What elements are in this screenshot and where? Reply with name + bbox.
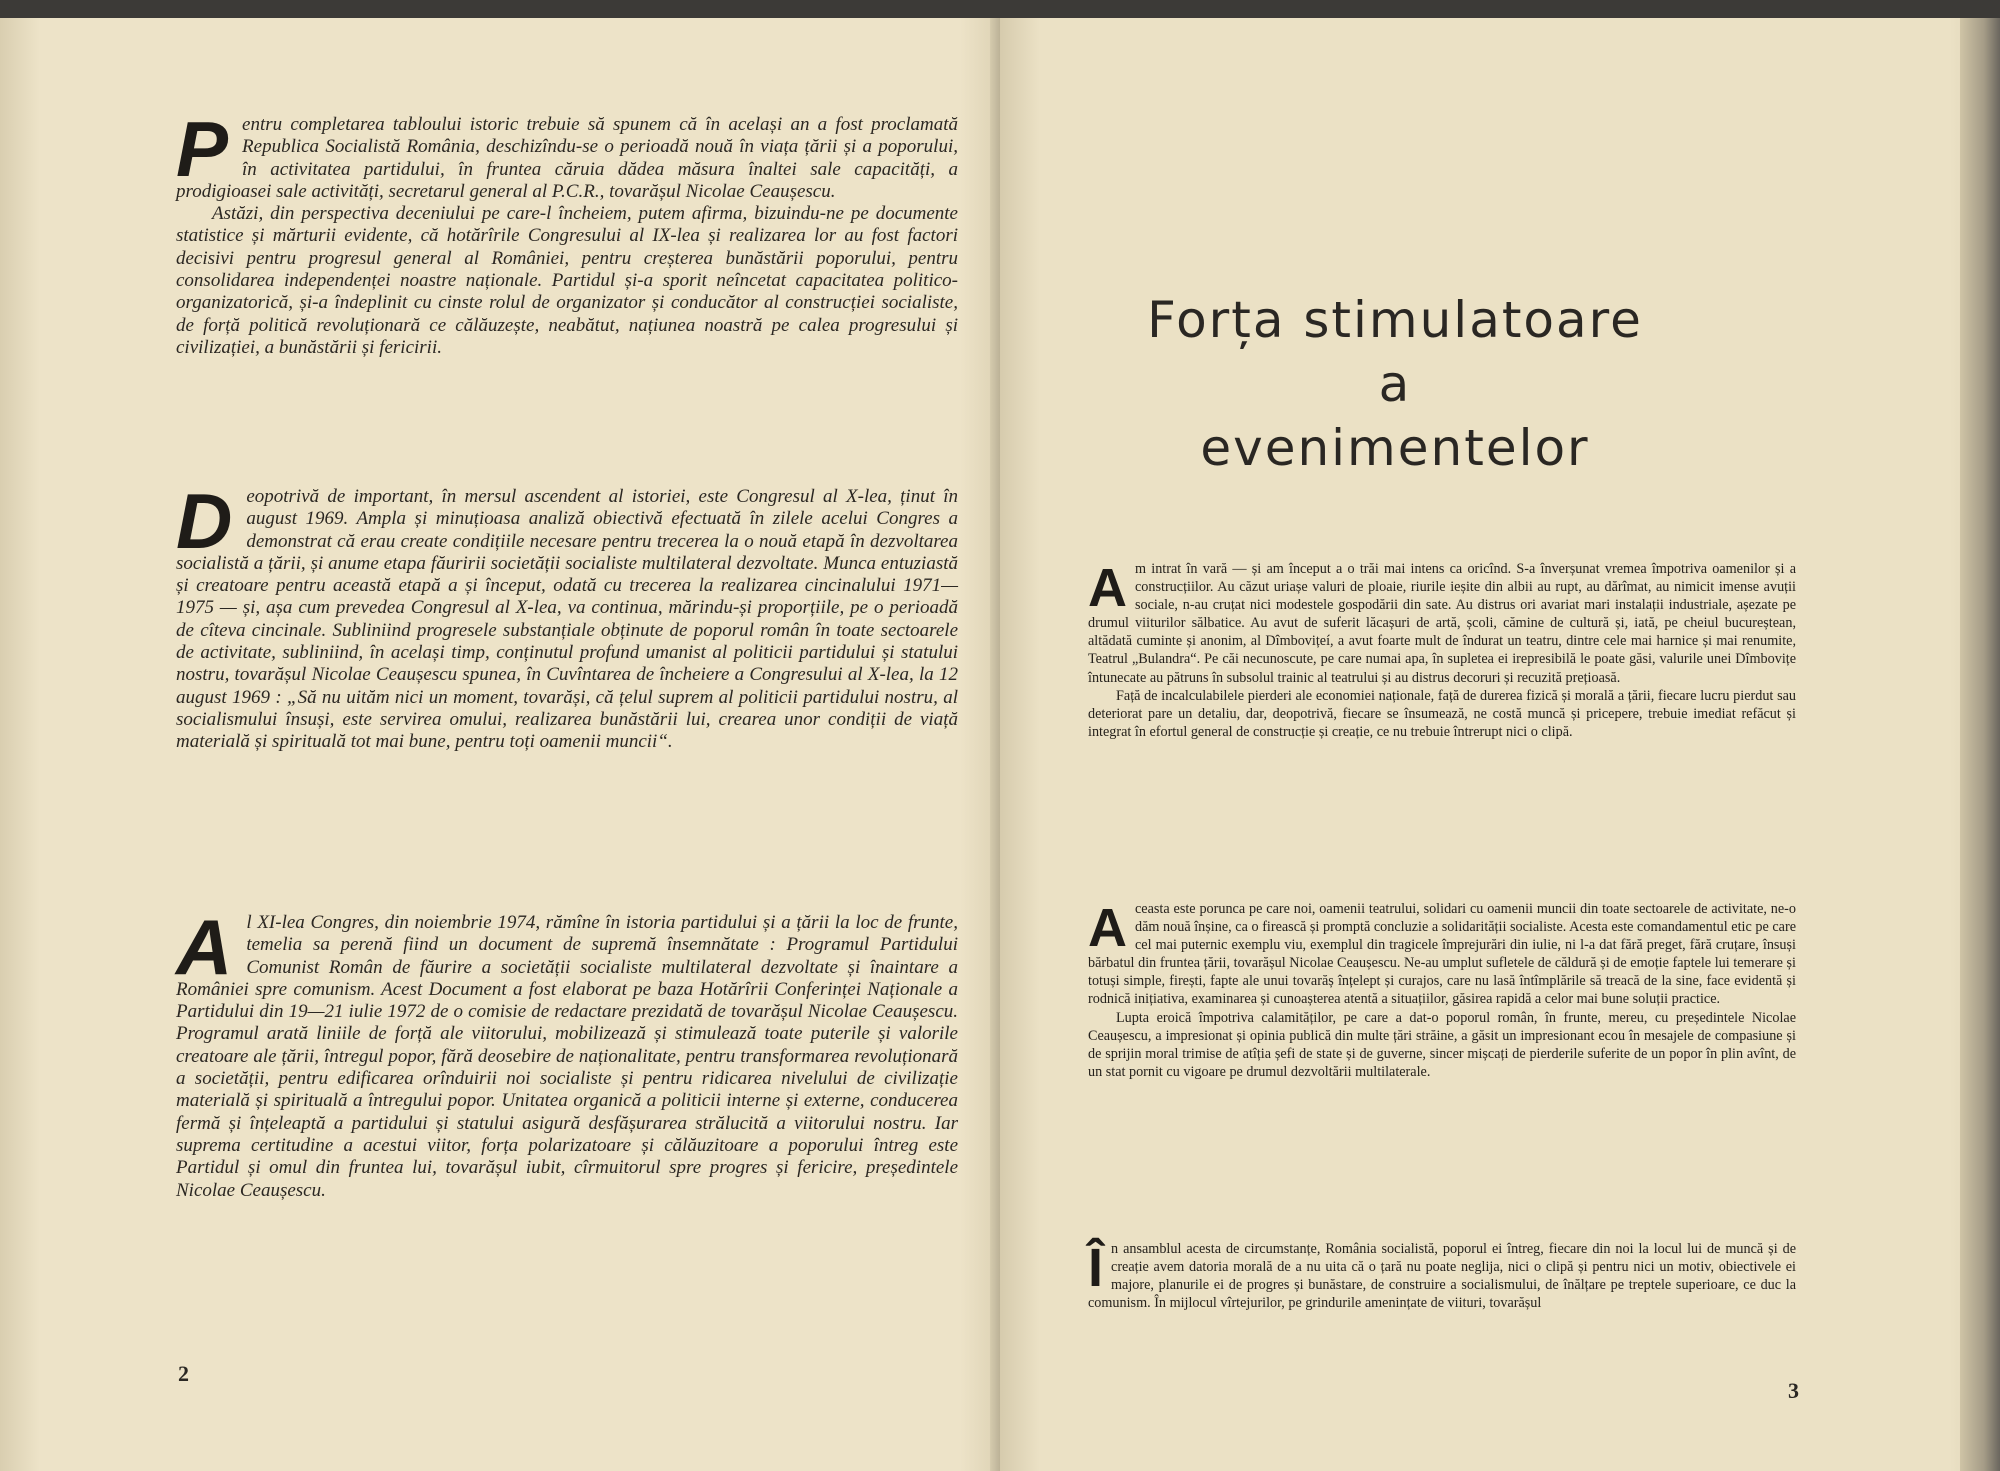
right-section-2-paragraph-2: Lupta eroică împotriva calamităților, pe care a dat-o poporul român, în frunte, mereu, cu președintele Nicolae Ceaușescu, a impresionat și opinia publică din multe țări străine, a găsit un impresionant ecou în mesajele de compasiune și de sprijin moral trimise de atîția șefi de state și de guverne, sincer mișcați de pierderile suferite de un popor în plin avînt, de un stat pornit cu vigoare pe drumul dezvoltării multilaterale. <box>1088 1009 1796 1080</box>
page-edges <box>1960 18 2000 1471</box>
page-number-right: 3 <box>1788 1378 1799 1403</box>
left-section-2 <box>176 477 958 754</box>
left-section-3-text: l XI-lea Congres, din noiembrie 1974, rămîne în istoria partidului și a țării la loc de frunte, temelia sa perenă fiind un document de supremă însemnătate : Programul Partidului Comunist Român de făurire a societății socialiste multilateral dezvoltate și înaintare a României spre comunism. Acest Document a fost elaborat pe baza Hotărîrii Conferinței Naționale a Partidului din 19—21 iulie 1972 de o comisie de redactare prezidată de tovarășul Nicolae Ceaușescu. Programul arată liniile de forță ale viitorului, mobilizează și stimulează toate puterile și valorile creatoare ale țării, întregul popor, fără deosebire de naționalitate, pentru transformarea revoluționară a societății, pentru edificarea orînduirii noi socialiste și pentru ridicarea nivelului de civilizație materială și spirituală a întregului popor. Unitatea organică a politicii interne și externe, conducerea fermă și înțeleaptă a partidului și statului asigură desfășurarea strălucită a viitorului nostru. Iar suprema certitudine a acestui viitor, forța polarizatoare și călăuzitoare a poporului întreg este Partidul și omul din fruntea lui, tovarășul iubit, cîrmuitorul spre progres și fericire, președintele Nicolae Ceaușescu. <box>176 912 958 1201</box>
dropcap-a-right-2: A <box>1088 898 1127 958</box>
right-section-1-text: m intrat în vară — și am început a o trăi mai intens ca oricînd. S-a înverșunat vremea împotriva oamenilor și a construcțiilor. Au căzut uriașe valuri de ploaie, riurile ieșite din albii au rupt, au dărîmat, au nimicit imense avuții sociale, n-au cruțat nici modestele gospodării din sate. Au distrus ori avariat mari instalații industriale, așezate pe drumul viiturilor sălbatice. Au avut de suferit lăcașuri de artă, școli, cămine de cultură și, iată, pe cheiul bucureștean, altădată cuminte și anonim, al Dîmbovițeí, a avut foarte mult de îndurat un teatru, dintre cele mai harnice și mai renumite, Teatrul „Bulandra“. Pe căi necunoscute, pe care numai apa, în supletea ei irepresibilă le poate găsi, valurile unei Dîmbovițe întunecate au pătruns în subsolul trainic al teatrului și au distrus decoruri și recuzită prețioasă. <box>1088 561 1796 686</box>
left-section-3 <box>176 903 958 1202</box>
right-section-2 <box>1088 900 1796 1081</box>
right-page <box>1000 18 2000 1471</box>
right-section-1-paragraph-2: Față de incalculabilele pierderi ale economiei naționale, față de durerea fizică și morală a țării, fiecare lucru pierdut sau deteriorat pare un detaliu, dar, deopotrivă, fiecare se însumează, ne costă muncă și pricepere, trebuie imediat refăcut și integrat în efortul general de construcție și creație, ce nu trebuie întrerupt nici o clipă. <box>1088 687 1796 740</box>
page-number-left: 2 <box>178 1361 189 1386</box>
right-section-2-text: ceasta este porunca pe care noi, oamenii teatrului, solidari cu oamenii muncii din toate sectoarele de activitate, ne-o dăm nouă înșine, ca o firească și promptă concluzie a solidarității socialiste. Acesta este comandamentul etic pe care cel mai puternic exemplu viu, exemplul din tragicele împrejurări din iulie, ni l-a dat fără preget, fără cruțare, însuși bărbatul din fruntea țării, tovarășul Nicolae Ceaușescu. Ne-au umplut sufletele de căldură și de emoție faptele lui temerare și totuși simple, firești, fapte ale unui tovarăș înțelept și curajos, care nu lasă întîmplările să treacă de la sine, face evidentă și rodnică inițiativa, examinarea și cunoașterea atentă a situațiilor, găsirea rapidă a celor mai bune soluții practice. <box>1088 901 1796 1008</box>
left-section-1-paragraph-2: Astăzi, din perspectiva deceniului pe care-l încheiem, putem afirma, bizuindu-ne pe documente statistice și mărturii evidente, că hotărîrile Congresului al IX-lea și realizarea lor au fost factori decisivi pentru progresul general al României, pentru creșterea bunăstării poporului, pentru consolidarea independenței noastre naționale. Partidul și-a sporit neîncetat capacitatea politico-organizatorică, și-a îndeplinit cu cinste rolul de organizator și conducător al construcției socialiste, de forță politică revoluționară ce călăuzește, neabătut, națiunea noastră pe calea progresului și civilizației, a bunăstării și fericirii. <box>176 203 958 358</box>
dropcap-a: A <box>176 903 233 991</box>
left-page <box>0 18 1000 1471</box>
dropcap-i-right-3: Î <box>1088 1238 1104 1298</box>
right-section-3-text: n ansamblul acesta de circumstanțe, România socialistă, poporul ei întreg, fiecare din noi la locul lui de muncă și de creație avem datoria morală de a nu uita că o țară nu poate neglija, nici o clipă și pentru nici un motiv, obiectivele ei majore, planurile ei de progres și bunăstare, de construire a socialismului, de înălțare pe treptele superioare, ce duc la comunism. În mijlocul vîrtejurilor, pe grindurile amenințate de viituri, tovarășul <box>1088 1241 1796 1312</box>
title-line-1: Forța stimulatoare <box>1147 291 1643 349</box>
right-section-1 <box>1088 560 1796 741</box>
dropcap-a-right-1: A <box>1088 558 1127 618</box>
binding-edge <box>0 0 2000 18</box>
title-line-2: a <box>1378 355 1412 413</box>
left-section-1-lead: entru completarea tabloului istoric trebuie să spunem că în același an a fost proclamată Republica Socialistă România, deschizîndu-se o perioadă nouă în viața țării și a poporului, în activitatea partidului, în fruntea căruia dădea măsura înaltei sale capacități, a prodigioasei sale activități, secretarul general al P.C.R., tovarășul Nicolae Ceaușescu. <box>176 114 958 202</box>
left-section-2-text: eopotrivă de important, în mersul ascendent al istoriei, este Congresul al X-lea, ținut în august 1969. Ampla și minuțioasa analiză obiectivă efectuată în zilele acelui Congres a demonstrat că erau create condițiile necesare pentru trecerea la o nouă etapă în dezvoltarea socialistă a țării, și anume etapa făuririi societății socialiste multilateral dezvoltate. Munca entuziastă și creatoare pentru această etapă a și început, odată cu trecerea la realizarea cincinalului 1971—1975 — și, așa cum prevedea Congresul al X-lea, va continua, mărindu-și proporțiile, pe o perioadă de cîteva cincinale. Subliniind progresele substanțiale obținute de poporul român în toate sectoarele de activitate, subliniind, în același timp, conținutul profund umanist al politicii partidului și statului nostru, tovarășul Nicolae Ceaușescu spunea, în Cuvîntarea de încheiere a Congresului al X-lea, la 12 august 1969 : „Să nu uităm nici un moment, tovarăși, că țelul suprem al politicii partidului nostru, al socialismului însuși, este servirea omului, realizarea bunăstării lui, crearea unor condiții de viață materială și spirituală tot mai bune, pentru toți oamenii muncii“. <box>176 486 958 753</box>
article-title <box>1040 288 1750 480</box>
dropcap-d: D <box>176 477 233 565</box>
left-section-1 <box>176 105 958 359</box>
dropcap-p: P <box>176 105 229 193</box>
right-section-3 <box>1088 1240 1796 1312</box>
title-line-3: evenimentelor <box>1200 419 1590 477</box>
